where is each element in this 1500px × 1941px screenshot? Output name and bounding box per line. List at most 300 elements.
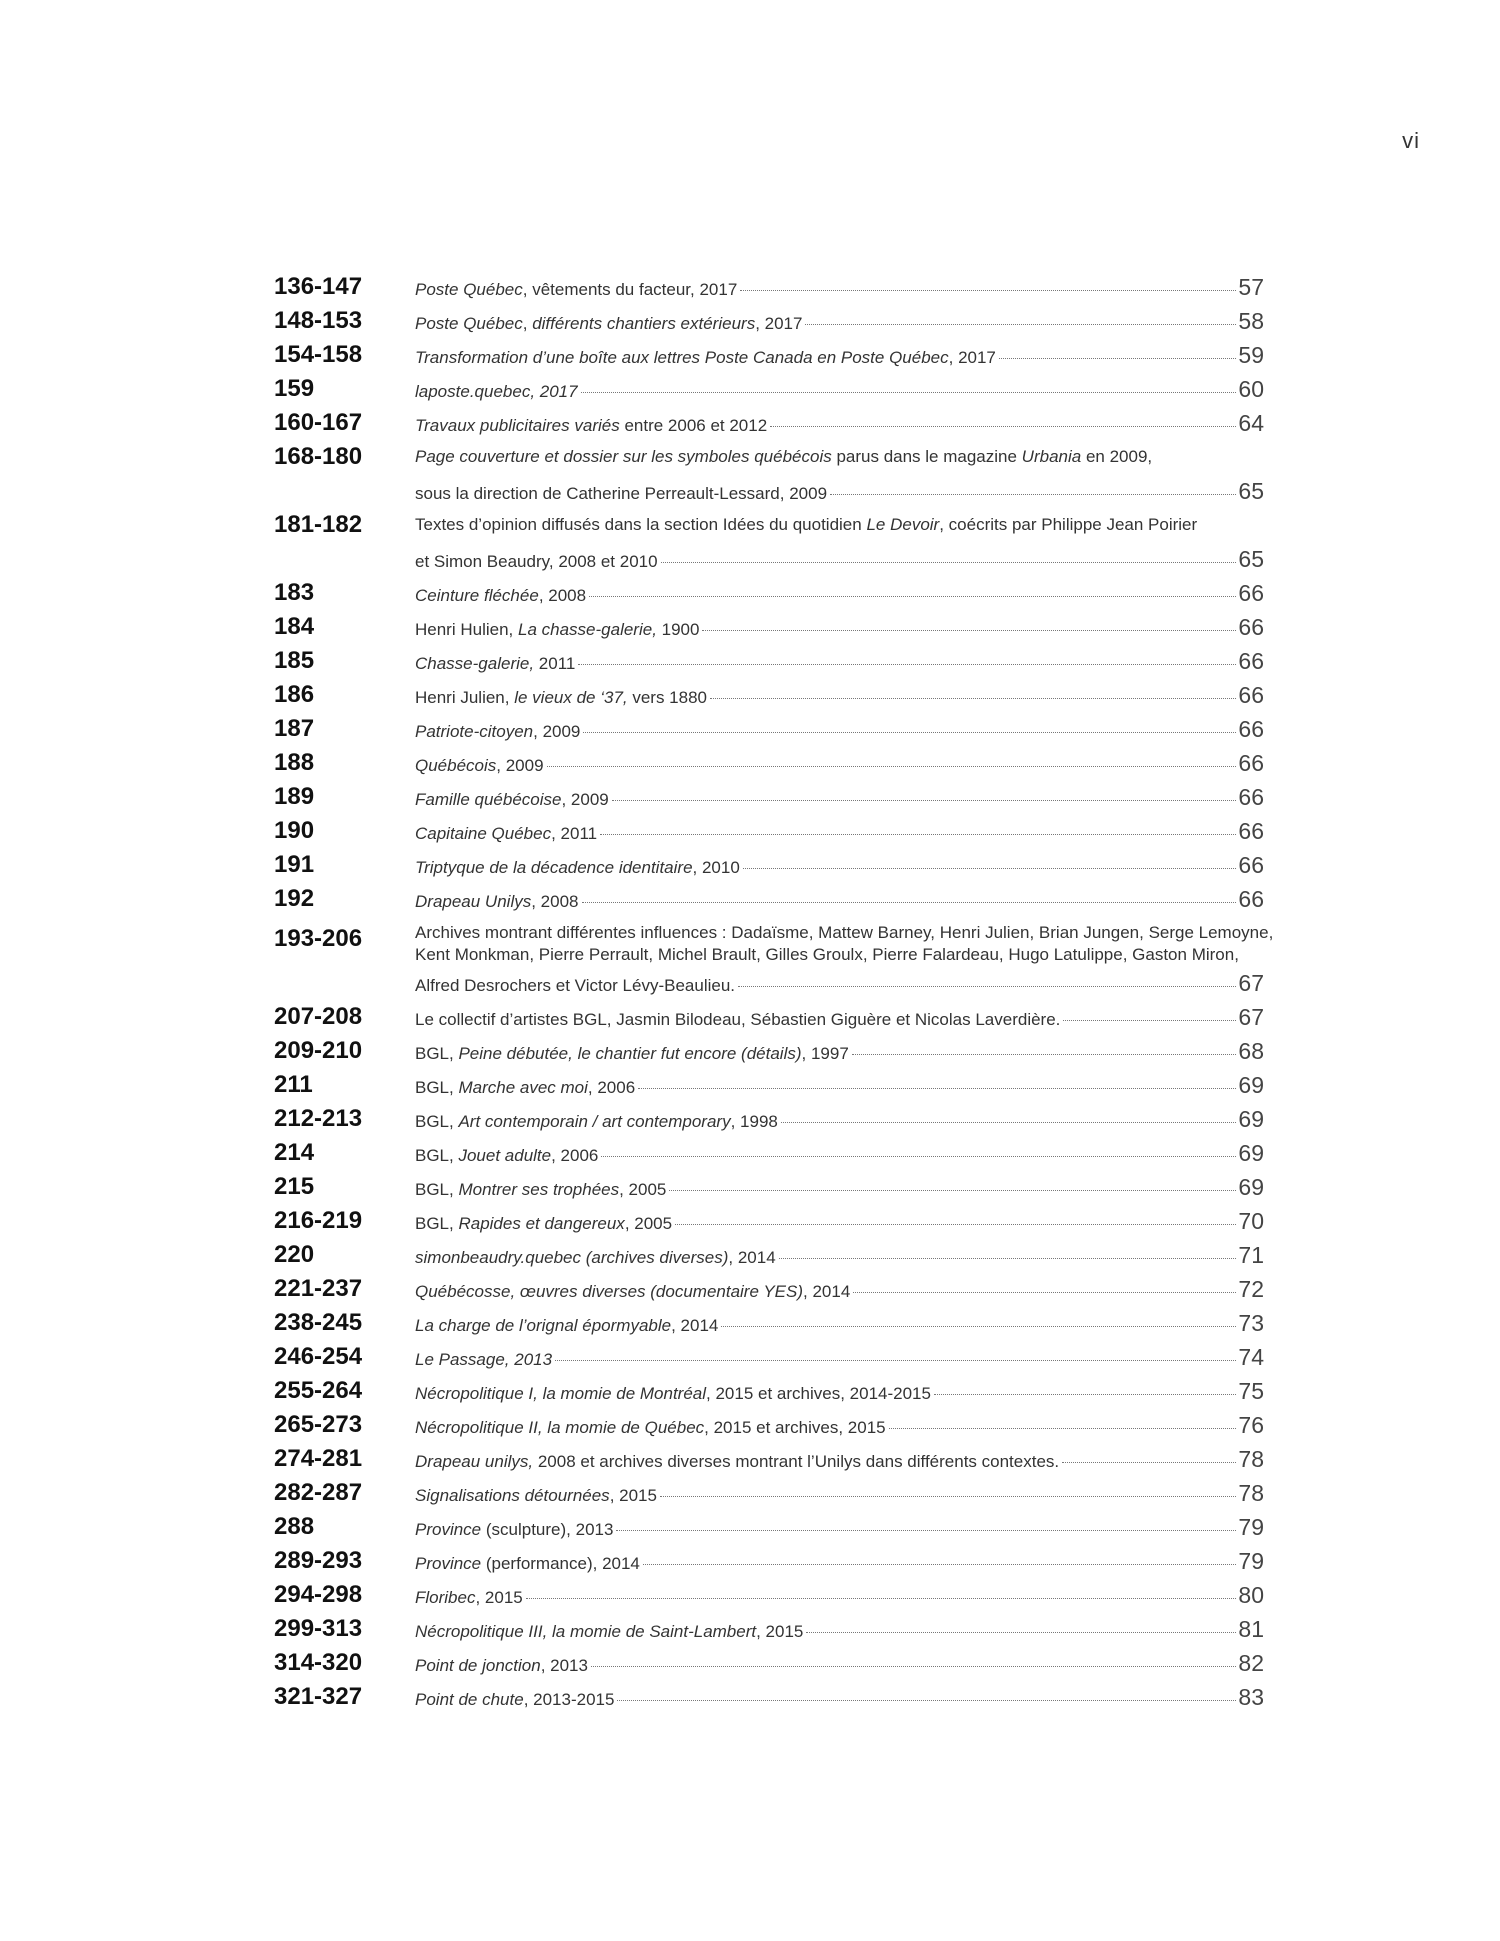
entry-text-segment: Archives montrant différentes influences : Dadaïsme, Mattew Barney, Henri Julien, Brian Jungen, Serge Lemoyne, bbox=[415, 923, 1274, 942]
entry-text-segment: , 2008 bbox=[538, 586, 587, 605]
entry-text-segment: Province bbox=[415, 1520, 482, 1539]
entry-line bbox=[415, 1000, 1264, 1034]
entry-text-segment: BGL, bbox=[415, 1146, 459, 1165]
entry-page-number: 76 bbox=[1238, 1412, 1264, 1438]
dot-leader bbox=[721, 1326, 1236, 1327]
figure-entry bbox=[274, 1136, 1264, 1170]
figure-number: 246-254 bbox=[274, 1343, 363, 1370]
entry-text-segment: BGL, bbox=[415, 1044, 459, 1063]
entry-text-segment: Nécropolitique II, la momie de Québec bbox=[415, 1418, 705, 1437]
figure-entry bbox=[274, 1034, 1264, 1068]
list-of-figures bbox=[274, 270, 1274, 1714]
entry-page-number: 82 bbox=[1238, 1650, 1264, 1676]
figure-entry bbox=[274, 1340, 1264, 1374]
entry-text-segment: Capitaine Québec bbox=[415, 824, 552, 843]
entry-line bbox=[415, 542, 1264, 576]
entry-page-number: 66 bbox=[1238, 682, 1264, 708]
figure-entry bbox=[274, 746, 1264, 780]
figure-number: 181-182 bbox=[274, 511, 363, 538]
figure-number: 221-237 bbox=[274, 1275, 363, 1302]
figure-entry bbox=[274, 1408, 1264, 1442]
dot-leader bbox=[555, 1360, 1236, 1361]
figure-number: 214 bbox=[274, 1139, 315, 1166]
entry-description bbox=[415, 1544, 1264, 1578]
figure-number: 186 bbox=[274, 681, 315, 708]
entry-line bbox=[415, 440, 1264, 474]
figure-number: 189 bbox=[274, 783, 315, 810]
entry-page-number: 66 bbox=[1238, 648, 1264, 674]
entry-description bbox=[415, 338, 1264, 372]
figure-entry bbox=[274, 1204, 1264, 1238]
entry-title bbox=[415, 1071, 635, 1105]
entry-page-number: 66 bbox=[1238, 852, 1264, 878]
entry-text-segment: , 2009 bbox=[496, 756, 544, 775]
entry-description bbox=[415, 406, 1264, 440]
entry-description bbox=[415, 1408, 1264, 1442]
entry-description bbox=[415, 1510, 1264, 1544]
dot-leader bbox=[582, 902, 1237, 903]
entry-text-segment: Le Passage, 2013 bbox=[415, 1350, 553, 1369]
dot-leader bbox=[710, 698, 1236, 699]
entry-title bbox=[415, 1377, 931, 1411]
figure-number: 288 bbox=[274, 1513, 315, 1540]
entry-text-segment: , bbox=[522, 314, 533, 333]
entry-text-segment: Québécosse, œuvres diverses (documentaire YES) bbox=[415, 1282, 804, 1301]
dot-leader bbox=[581, 392, 1237, 393]
entry-page-number: 66 bbox=[1238, 784, 1264, 810]
entry-page-number: 64 bbox=[1238, 410, 1264, 436]
dot-leader bbox=[617, 1700, 1236, 1701]
figure-entry bbox=[274, 1680, 1264, 1714]
dot-leader bbox=[1062, 1462, 1236, 1463]
entry-page-number: 66 bbox=[1238, 818, 1264, 844]
entry-text-segment: , 2009 bbox=[533, 722, 581, 741]
entry-line bbox=[415, 610, 1264, 644]
entry-title bbox=[415, 817, 597, 851]
entry-title bbox=[415, 1343, 552, 1377]
entry-title bbox=[415, 579, 586, 613]
entry-title bbox=[415, 681, 707, 715]
entry-page-number: 58 bbox=[1238, 308, 1264, 334]
entry-text-segment: Rapides et dangereux bbox=[458, 1214, 625, 1233]
entry-line bbox=[415, 1680, 1264, 1714]
entry-page-number: 74 bbox=[1238, 1344, 1264, 1370]
entry-line bbox=[415, 406, 1264, 440]
figure-number: 321-327 bbox=[274, 1683, 363, 1710]
entry-description bbox=[415, 1340, 1264, 1374]
entry-text-segment: Kent Monkman, Pierre Perrault, Michel Brault, Gilles Groulx, Pierre Falardeau, Hugo Latulippe, Gaston Miron, bbox=[415, 945, 1239, 964]
entry-text-segment: Floribec bbox=[415, 1588, 476, 1607]
entry-page-number: 69 bbox=[1238, 1106, 1264, 1132]
entry-text-segment: Marche avec moi bbox=[458, 1078, 588, 1097]
entry-text-segment: BGL, bbox=[415, 1112, 459, 1131]
entry-page-number: 67 bbox=[1238, 970, 1264, 996]
entry-page-number: 66 bbox=[1238, 750, 1264, 776]
dot-leader bbox=[743, 868, 1237, 869]
entry-text-segment: , 1998 bbox=[730, 1112, 778, 1131]
entry-page-number: 71 bbox=[1238, 1242, 1264, 1268]
figure-number: 238-245 bbox=[274, 1309, 363, 1336]
entry-text-segment: Textes d’opinion diffusés dans la section Idées du quotidien bbox=[415, 515, 867, 534]
entry-line bbox=[415, 338, 1264, 372]
entry-text-segment: Nécropolitique III, la momie de Saint-Lambert bbox=[415, 1622, 757, 1641]
entry-text-segment: sous la direction de Catherine Perreault-Lessard, 2009 bbox=[415, 484, 828, 503]
dot-leader bbox=[702, 630, 1236, 631]
entry-page-number: 66 bbox=[1238, 886, 1264, 912]
entry-description bbox=[415, 1102, 1264, 1136]
figure-number: 314-320 bbox=[274, 1649, 363, 1676]
entry-description bbox=[415, 1306, 1264, 1340]
entry-text-segment: en 2009, bbox=[1081, 447, 1153, 466]
entry-page-number: 81 bbox=[1238, 1616, 1264, 1642]
figure-number: 220 bbox=[274, 1241, 315, 1268]
dot-leader bbox=[612, 800, 1237, 801]
figure-number: 187 bbox=[274, 715, 315, 742]
figure-number: 211 bbox=[274, 1071, 313, 1098]
entry-text-segment: , 2006 bbox=[587, 1078, 636, 1097]
figure-entry bbox=[274, 610, 1264, 644]
entry-text-segment: Le Devoir bbox=[866, 515, 940, 534]
dot-leader bbox=[583, 732, 1236, 733]
dot-leader bbox=[770, 426, 1236, 427]
entry-text-segment: , coécrits par Philippe Jean Poirier bbox=[939, 515, 1198, 534]
entry-line bbox=[415, 1306, 1264, 1340]
entry-line bbox=[415, 780, 1264, 814]
entry-page-number: 75 bbox=[1238, 1378, 1264, 1404]
figure-entry bbox=[274, 814, 1264, 848]
entry-line bbox=[415, 746, 1264, 780]
dot-leader bbox=[675, 1224, 1236, 1225]
entry-line bbox=[415, 474, 1264, 508]
entry-description bbox=[415, 1374, 1264, 1408]
entry-line bbox=[415, 508, 1264, 542]
entry-text-segment: La chasse-galerie, bbox=[518, 620, 657, 639]
entry-text-segment: , 2015 bbox=[475, 1588, 523, 1607]
entry-title bbox=[415, 1003, 1060, 1037]
dot-leader bbox=[600, 834, 1236, 835]
entry-line bbox=[415, 1612, 1264, 1646]
dot-leader bbox=[638, 1088, 1236, 1089]
dot-leader bbox=[669, 1190, 1236, 1191]
entry-text-segment: BGL, bbox=[415, 1180, 459, 1199]
dot-leader bbox=[526, 1598, 1237, 1599]
entry-description bbox=[415, 576, 1264, 610]
entry-page-number: 78 bbox=[1238, 1446, 1264, 1472]
entry-title bbox=[415, 1513, 613, 1547]
dot-leader bbox=[805, 324, 1236, 325]
entry-title bbox=[415, 647, 575, 681]
entry-text-segment: , 1997 bbox=[801, 1044, 849, 1063]
entry-text-segment: Alfred Desrochers et Victor Lévy-Beaulieu. bbox=[415, 976, 736, 995]
entry-line bbox=[415, 1510, 1264, 1544]
entry-page-number: 67 bbox=[1238, 1004, 1264, 1030]
entry-line bbox=[415, 814, 1264, 848]
entry-title bbox=[415, 1275, 850, 1309]
entry-text-segment: , 2014 bbox=[671, 1316, 719, 1335]
figure-entry bbox=[274, 1578, 1264, 1612]
entry-text-segment: entre 2006 et 2012 bbox=[619, 416, 768, 435]
entry-line bbox=[415, 1408, 1264, 1442]
entry-text-segment: Poste Québec bbox=[415, 280, 523, 299]
dot-leader bbox=[779, 1258, 1237, 1259]
figure-number: 148-153 bbox=[274, 307, 363, 334]
entry-description bbox=[415, 1612, 1264, 1646]
entry-description bbox=[415, 1000, 1264, 1034]
entry-description bbox=[415, 1442, 1264, 1476]
entry-description bbox=[415, 440, 1264, 508]
entry-text-segment: Peine débutée, le chantier fut encore (détails) bbox=[458, 1044, 802, 1063]
entry-text-segment: , 2005 bbox=[619, 1180, 667, 1199]
entry-text-segment: Nécropolitique I, la momie de Montréal bbox=[415, 1384, 707, 1403]
entry-page-number: 69 bbox=[1238, 1174, 1264, 1200]
figure-number: 289-293 bbox=[274, 1547, 363, 1574]
entry-text-segment: BGL, bbox=[415, 1214, 459, 1233]
dot-leader bbox=[852, 1054, 1237, 1055]
figure-number: 215 bbox=[274, 1173, 315, 1200]
entry-page-number: 78 bbox=[1238, 1480, 1264, 1506]
entry-line bbox=[415, 922, 1274, 944]
entry-text-segment: 1900 bbox=[656, 620, 700, 639]
entry-title bbox=[415, 1411, 886, 1445]
figure-entry bbox=[274, 1272, 1264, 1306]
entry-page-number: 65 bbox=[1238, 546, 1264, 572]
entry-description bbox=[415, 508, 1264, 576]
figure-entry bbox=[274, 712, 1264, 746]
entry-title bbox=[415, 783, 609, 817]
entry-text-segment: Poste Québec bbox=[415, 314, 523, 333]
entry-text-segment: , 2015 et archives, 2014-2015 bbox=[706, 1384, 931, 1403]
figure-number: 168-180 bbox=[274, 443, 363, 470]
entry-title bbox=[415, 1479, 657, 1513]
entry-page-number: 79 bbox=[1238, 1548, 1264, 1574]
figure-entry bbox=[274, 1510, 1264, 1544]
entry-title bbox=[415, 1581, 523, 1615]
entry-title bbox=[415, 969, 735, 1003]
entry-line bbox=[415, 1476, 1264, 1510]
figure-entry bbox=[274, 1476, 1264, 1510]
entry-page-number: 60 bbox=[1238, 376, 1264, 402]
entry-title bbox=[415, 307, 802, 341]
entry-description bbox=[415, 1646, 1264, 1680]
entry-description bbox=[415, 678, 1264, 712]
figure-entry bbox=[274, 1170, 1264, 1204]
figure-number: 159 bbox=[274, 375, 315, 402]
entry-line bbox=[415, 270, 1264, 304]
entry-text-segment: Transformation d’une boîte aux lettres Poste Canada en Poste Québec bbox=[415, 348, 949, 367]
dot-leader bbox=[591, 1666, 1236, 1667]
entry-page-number: 66 bbox=[1238, 614, 1264, 640]
dot-leader bbox=[740, 290, 1236, 291]
entry-title bbox=[415, 749, 544, 783]
entry-title bbox=[415, 1105, 778, 1139]
entry-text-segment: , 2011 bbox=[551, 824, 598, 843]
entry-line bbox=[415, 304, 1264, 338]
figure-number: 188 bbox=[274, 749, 315, 776]
figure-entry bbox=[274, 338, 1264, 372]
entry-text-segment: 2011 bbox=[534, 654, 576, 673]
entry-page-number: 57 bbox=[1238, 274, 1264, 300]
figure-entry bbox=[274, 576, 1264, 610]
entry-line bbox=[415, 372, 1264, 406]
entry-text-segment: (sculpture), 2013 bbox=[481, 1520, 614, 1539]
entry-line bbox=[415, 1578, 1264, 1612]
entry-text-segment: Montrer ses trophées bbox=[458, 1180, 620, 1199]
entry-title bbox=[415, 1615, 803, 1649]
entry-text-segment: , 2014 bbox=[803, 1282, 851, 1301]
entry-text-segment: , 2015 et archives, 2015 bbox=[704, 1418, 886, 1437]
figure-number: 265-273 bbox=[274, 1411, 363, 1438]
entry-description bbox=[415, 1578, 1264, 1612]
figure-entry bbox=[274, 1544, 1264, 1578]
entry-title bbox=[415, 1241, 776, 1275]
figure-number: 154-158 bbox=[274, 341, 363, 368]
entry-text-segment: Travaux publicitaires variés bbox=[415, 416, 620, 435]
entry-text-segment: Page couverture et dossier sur les symboles québécois bbox=[415, 447, 832, 466]
figure-number: 216-219 bbox=[274, 1207, 363, 1234]
dot-leader bbox=[934, 1394, 1236, 1395]
entry-title bbox=[415, 885, 579, 919]
entry-line bbox=[415, 944, 1264, 966]
entry-description bbox=[415, 712, 1264, 746]
entry-title bbox=[415, 1207, 672, 1241]
entry-line bbox=[415, 966, 1264, 1000]
entry-text-segment: , 2013-2015 bbox=[523, 1690, 615, 1709]
entry-text-segment: vers 1880 bbox=[627, 688, 708, 707]
entry-title bbox=[415, 273, 737, 307]
entry-line bbox=[415, 1034, 1264, 1068]
entry-text-segment: , 2017 bbox=[948, 348, 996, 367]
entry-title bbox=[415, 613, 699, 647]
entry-description bbox=[415, 848, 1264, 882]
entry-text-segment: Ceinture fléchée bbox=[415, 586, 539, 605]
entry-title bbox=[415, 545, 658, 579]
entry-text-segment: Henri Hulien, bbox=[415, 620, 518, 639]
entry-page-number: 79 bbox=[1238, 1514, 1264, 1540]
entry-text-segment: différents chantiers extérieurs bbox=[532, 314, 756, 333]
entry-text-segment: , 2005 bbox=[624, 1214, 673, 1233]
figure-entry bbox=[274, 508, 1264, 576]
entry-text-segment: , 2010 bbox=[692, 858, 740, 877]
entry-title bbox=[415, 1139, 598, 1173]
entry-page-number: 73 bbox=[1238, 1310, 1264, 1336]
entry-text-segment: simonbeaudry.quebec (archives diverses) bbox=[415, 1248, 729, 1267]
entry-line bbox=[415, 1646, 1264, 1680]
dot-leader bbox=[661, 562, 1237, 563]
figure-number: 136-147 bbox=[274, 273, 363, 300]
entry-page-number: 80 bbox=[1238, 1582, 1264, 1608]
figure-number: 185 bbox=[274, 647, 315, 674]
entry-title bbox=[415, 1173, 666, 1207]
entry-description bbox=[415, 814, 1264, 848]
entry-page-number: 66 bbox=[1238, 716, 1264, 742]
entry-line bbox=[415, 678, 1264, 712]
entry-title bbox=[415, 1547, 640, 1581]
figure-number: 255-264 bbox=[274, 1377, 363, 1404]
dot-leader bbox=[738, 986, 1236, 987]
entry-text-segment: et Simon Beaudry, 2008 et 2010 bbox=[415, 552, 658, 571]
entry-line bbox=[415, 1170, 1264, 1204]
entry-line bbox=[415, 1442, 1264, 1476]
figure-entry bbox=[274, 1238, 1264, 1272]
entry-text-segment: , 2014 bbox=[728, 1248, 776, 1267]
figure-number: 193-206 bbox=[274, 925, 363, 952]
entry-line bbox=[415, 1272, 1264, 1306]
figure-entry bbox=[274, 644, 1264, 678]
dot-leader bbox=[999, 358, 1237, 359]
entry-page-number: 69 bbox=[1238, 1072, 1264, 1098]
entry-description bbox=[415, 1068, 1264, 1102]
entry-line bbox=[415, 1374, 1264, 1408]
entry-line bbox=[415, 1544, 1264, 1578]
dot-leader bbox=[589, 596, 1236, 597]
entry-line bbox=[415, 1102, 1264, 1136]
entry-description bbox=[415, 1476, 1264, 1510]
entry-description bbox=[415, 1204, 1264, 1238]
figure-number: 160-167 bbox=[274, 409, 363, 436]
figure-entry bbox=[274, 406, 1264, 440]
dot-leader bbox=[660, 1496, 1236, 1497]
entry-text-segment: Art contemporain / art contemporary bbox=[458, 1112, 731, 1131]
figure-number: 212-213 bbox=[274, 1105, 363, 1132]
entry-page-number: 65 bbox=[1238, 478, 1264, 504]
entry-text-segment: (performance), 2014 bbox=[481, 1554, 640, 1573]
figure-entry bbox=[274, 1374, 1264, 1408]
entry-line bbox=[415, 1068, 1264, 1102]
entry-description bbox=[415, 1680, 1264, 1714]
entry-description bbox=[415, 610, 1264, 644]
entry-description bbox=[415, 1034, 1264, 1068]
entry-line bbox=[415, 1204, 1264, 1238]
entry-text-segment: , 2015 bbox=[756, 1622, 804, 1641]
figure-entry bbox=[274, 922, 1274, 1000]
entry-text-segment: Famille québécoise bbox=[415, 790, 562, 809]
entry-page-number: 66 bbox=[1238, 580, 1264, 606]
dot-leader bbox=[853, 1292, 1236, 1293]
figure-entry bbox=[274, 1442, 1264, 1476]
entry-text-segment: Signalisations détournées bbox=[415, 1486, 610, 1505]
entry-text-segment: La charge de l’orignal épormyable bbox=[415, 1316, 672, 1335]
entry-text-segment: Point de chute bbox=[415, 1690, 524, 1709]
figure-number: 274-281 bbox=[274, 1445, 363, 1472]
figure-entry bbox=[274, 304, 1264, 338]
figure-entry bbox=[274, 1068, 1264, 1102]
figure-entry bbox=[274, 780, 1264, 814]
figure-number: 282-287 bbox=[274, 1479, 363, 1506]
entry-text-segment: , 2013 bbox=[540, 1656, 588, 1675]
entry-title bbox=[415, 851, 740, 885]
entry-title bbox=[415, 1445, 1059, 1479]
entry-text-segment: Patriote-citoyen bbox=[415, 722, 534, 741]
entry-text-segment: , 2008 bbox=[531, 892, 579, 911]
dot-leader bbox=[889, 1428, 1237, 1429]
entry-description bbox=[415, 922, 1274, 1000]
figure-entry bbox=[274, 1306, 1264, 1340]
entry-line bbox=[415, 1340, 1264, 1374]
entry-description bbox=[415, 882, 1264, 916]
figure-entry bbox=[274, 678, 1264, 712]
entry-text-segment: 2008 et archives diverses montrant l’Unilys dans différents contextes. bbox=[533, 1452, 1060, 1471]
entry-page-number: 83 bbox=[1238, 1684, 1264, 1710]
entry-title bbox=[415, 1037, 849, 1071]
entry-title bbox=[415, 1309, 718, 1343]
entry-description bbox=[415, 1136, 1264, 1170]
figure-entry bbox=[274, 1102, 1264, 1136]
entry-page-number: 70 bbox=[1238, 1208, 1264, 1234]
entry-text-segment: , 2015 bbox=[609, 1486, 657, 1505]
entry-line bbox=[415, 576, 1264, 610]
entry-text-segment: , vêtements du facteur, 2017 bbox=[522, 280, 738, 299]
figure-entry bbox=[274, 440, 1264, 508]
